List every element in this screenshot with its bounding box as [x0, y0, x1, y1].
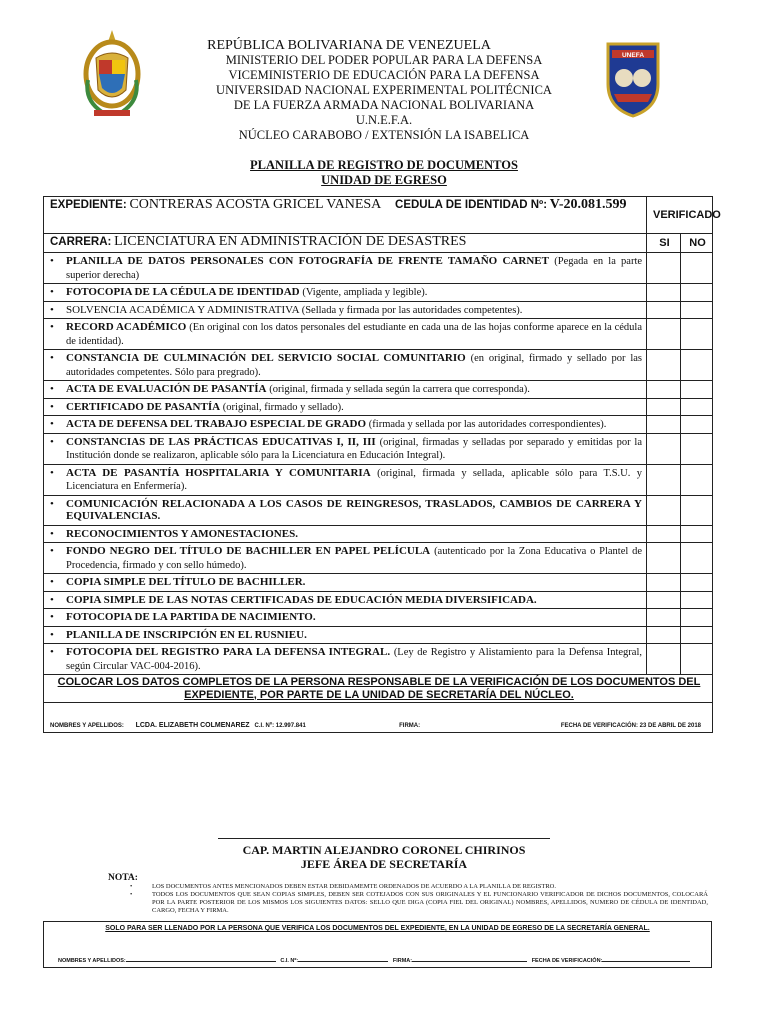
responsible-instruction: COLOCAR LOS DATOS COMPLETOS DE LA PERSONA RESPONSABLE DE LA VERIFICACIÓN DE LOS DOCUMENTOS DEL EXPEDIENTE, POR PARTE DE LA UNIDAD DE SECRETARÍA DEL NÚCLEO.	[44, 675, 713, 703]
responsible-ci: 12.997.841	[275, 723, 306, 729]
checklist-item	[50, 629, 642, 643]
header-line-5: U.N.E.F.A.	[355, 113, 413, 127]
responsible-firma-label: FIRMA:	[399, 723, 421, 729]
unefa-logo-text: UNEFA	[621, 52, 645, 59]
checklist-item-row	[44, 301, 713, 319]
checkbox-si[interactable]	[647, 319, 681, 350]
checklist-item-row	[44, 319, 713, 350]
document-header	[0, 38, 768, 143]
checklist-item-note: (Sellada y firmada por las autoridades competentes).	[301, 304, 523, 316]
checkbox-no[interactable]	[681, 381, 713, 399]
checkbox-no[interactable]	[681, 398, 713, 416]
checkbox-si[interactable]	[647, 398, 681, 416]
expediente-row	[44, 197, 713, 234]
document-title	[0, 158, 768, 188]
expediente-cell	[44, 197, 647, 234]
title-line-1: PLANILLA DE REGISTRO DE DOCUMENTOS	[250, 158, 518, 172]
checklist-item	[50, 545, 642, 572]
nota-item: • LOS DOCUMENTOS ANTES MENCIONADOS DEBEN ESTAR DEBIDAMEMTE ORDENADOS DE ACUERDO A LA PLANILLA DE REGISTRO.	[130, 883, 556, 890]
checkbox-si[interactable]	[647, 381, 681, 399]
bullet-icon: •	[50, 545, 54, 557]
bullet-icon: •	[50, 352, 54, 364]
checkbox-si[interactable]	[647, 574, 681, 592]
checkbox-si[interactable]	[647, 350, 681, 381]
checkbox-no[interactable]	[681, 525, 713, 543]
checklist-item	[50, 576, 642, 590]
checkbox-no[interactable]	[681, 433, 713, 464]
footer-fecha-field[interactable]	[602, 961, 690, 962]
nota-list	[130, 883, 708, 915]
checklist-item-title: ACTA DE PASANTÍA HOSPITALARIA Y COMUNITARIA	[66, 466, 371, 479]
checklist-item	[50, 594, 642, 608]
cedula-value: V-20.081.599	[549, 197, 627, 212]
verification-footer-box	[43, 921, 712, 968]
responsible-cell	[44, 703, 713, 733]
si-header: SI	[647, 234, 681, 253]
checklist-item-cell	[44, 609, 647, 627]
bullet-icon: •	[50, 383, 54, 395]
checklist-item-row	[44, 644, 713, 675]
checklist-item-cell	[44, 416, 647, 434]
checkbox-si[interactable]	[647, 433, 681, 464]
checklist-item-note: (en original, firmado y sellado por las autoridades competentes. Sólo para pregrado).	[66, 353, 642, 378]
footer-fecha-label: FECHA DE VERIFICACIÓN:	[531, 958, 603, 964]
bullet-icon: •	[50, 255, 54, 267]
checklist-item-row	[44, 574, 713, 592]
checklist-item	[50, 611, 642, 625]
checklist-item-title: COPIA SIMPLE DE LAS NOTAS CERTIFICADAS DE EDUCACIÓN MEDIA DIVERSIFICADA.	[66, 593, 537, 606]
responsible-name-label: NOMBRES Y APELLIDOS:	[50, 723, 124, 729]
bullet-icon: •	[50, 576, 54, 588]
footer-ci-label: C.I. Nº:	[280, 958, 299, 964]
checkbox-no[interactable]	[681, 591, 713, 609]
checklist-item-row	[44, 416, 713, 434]
checklist-item-cell	[44, 543, 647, 574]
checklist-item-note: (Pegada en la parte superior derecha)	[66, 256, 643, 281]
checklist-item-note: (Vigente, ampliada y legible).	[302, 287, 428, 298]
checklist-item	[50, 383, 642, 397]
bullet-icon: •	[50, 497, 54, 510]
checklist-item-note: (original, firmadas y selladas por separado y emitidas por la Institución donde se realizaron, aplicable sólo para la Licenciatura en Educación Integral).	[66, 436, 643, 461]
checkbox-no[interactable]	[681, 626, 713, 644]
checklist-item-row	[44, 525, 713, 543]
checklist-item-title: CONSTANCIA DE CULMINACIÓN DEL SERVICIO SOCIAL COMUNITARIO	[66, 352, 466, 364]
checkbox-si[interactable]	[647, 495, 681, 525]
checkbox-si[interactable]	[647, 543, 681, 574]
nota-item-text: TODOS LOS DOCUMENTOS QUE SEAN COPIAS SIMPLES, DEBEN SER COTEJADOS CON SUS ORIGINALES Y EL FUNCIONARIO VERIFICADOR DE DICHOS DOCUMENTOS, COLOCARÁ POR LA PARTE POSTERIOR DE LOS MISMOS LOS SIGUIENTES DATOS: SELLO QUE DIGA (COPIA FIEL DEL ORIGINAL) NOMBRES, APELLIDOS, NUMERO DE CÉDULA DE IDENTIDAD, CARGO, FECHA Y FIRMA.	[152, 891, 708, 914]
checklist-item-row	[44, 464, 713, 495]
responsible-ci-label: C.I. Nº:	[254, 723, 275, 729]
checklist-item-title: PLANILLA DE DATOS PERSONALES CON FOTOGRAFÍA DE FRENTE TAMAÑO CARNET	[66, 255, 549, 267]
bullet-icon: •	[50, 593, 54, 606]
checkbox-no[interactable]	[681, 574, 713, 592]
checklist-item-row	[44, 398, 713, 416]
checklist-item-row	[44, 433, 713, 464]
checklist-item	[50, 528, 642, 542]
checklist-item	[50, 255, 642, 282]
header-line-4: DE LA FUERZA ARMADA NACIONAL BOLIVARIANA	[233, 98, 535, 112]
no-header: NO	[681, 234, 713, 253]
title-line-2: UNIDAD DE EGRESO	[321, 173, 447, 187]
bullet-icon: •	[50, 418, 54, 430]
checklist-item	[50, 321, 642, 348]
verificado-header: VERIFICADO	[647, 197, 713, 234]
checkbox-si[interactable]	[647, 626, 681, 644]
checklist-item-title: CONSTANCIAS DE LAS PRÁCTICAS EDUCATIVAS I, II, III	[66, 435, 376, 448]
signature-name: CAP. MARTIN ALEJANDRO CORONEL CHIRINOS	[242, 843, 526, 857]
header-line-1: MINISTERIO DEL PODER POPULAR PARA LA DEFENSA	[225, 53, 543, 67]
checklist-item-title: FOTOCOPIA DEL REGISTRO PARA LA DEFENSA INTEGRAL.	[66, 646, 391, 658]
signature-role: JEFE ÁREA DE SECRETARÍA	[300, 857, 468, 871]
header-line-3: UNIVERSIDAD NACIONAL EXPERIMENTAL POLITÉCNICA	[216, 83, 552, 97]
checklist-item	[50, 436, 642, 463]
checkbox-no[interactable]	[681, 301, 713, 319]
bullet-icon: •	[50, 400, 54, 413]
checklist-item	[50, 646, 642, 673]
expediente-label: EXPEDIENTE:	[50, 199, 127, 211]
checklist-item	[50, 498, 642, 524]
checklist-item	[50, 352, 642, 379]
checkbox-no[interactable]	[681, 319, 713, 350]
bullet-icon: •	[50, 466, 54, 479]
checklist-item-title: FOTOCOPIA DE LA CÉDULA DE IDENTIDAD	[66, 286, 300, 298]
carrera-value: LICENCIATURA EN ADMINISTRACIÓN DE DESASTRES	[114, 234, 467, 249]
checkbox-no[interactable]	[681, 253, 713, 284]
checklist-item-cell	[44, 284, 647, 302]
checklist-item-row	[44, 543, 713, 574]
checkbox-si[interactable]	[647, 591, 681, 609]
checklist-item-note: (original, firmado y sellado).	[222, 401, 344, 413]
checkbox-si[interactable]	[647, 525, 681, 543]
footer-firma-field[interactable]	[412, 961, 527, 962]
checklist-item-row	[44, 350, 713, 381]
checklist-item-cell	[44, 398, 647, 416]
checklist-item-cell	[44, 350, 647, 381]
checkbox-no[interactable]	[681, 284, 713, 302]
responsible-fecha-label: FECHA DE VERIFICACIÓN:	[560, 723, 638, 729]
checkbox-no[interactable]	[681, 416, 713, 434]
checkbox-si[interactable]	[647, 253, 681, 284]
bullet-icon: •	[50, 435, 54, 448]
bullet-icon: •	[50, 303, 54, 316]
checkbox-no[interactable]	[681, 350, 713, 381]
checklist-item-cell	[44, 644, 647, 675]
carrera-label: CARRERA:	[50, 236, 112, 248]
checklist-item-title: ACTA DE EVALUACIÓN DE PASANTÍA	[66, 383, 267, 395]
checklist-item-row	[44, 495, 713, 525]
documents-checklist-table	[43, 196, 721, 733]
checkbox-no[interactable]	[681, 464, 713, 495]
checklist-item-note: (firmada y sellada por las autoridades correspondientes).	[368, 419, 607, 430]
carrera-cell	[44, 234, 647, 253]
checklist-item	[50, 304, 642, 318]
expediente-name: CONTRERAS ACOSTA GRICEL VANESA	[129, 197, 382, 212]
checkbox-si[interactable]	[647, 416, 681, 434]
bullet-icon: •	[50, 286, 54, 298]
bullet-icon: •	[50, 628, 54, 641]
checkbox-si[interactable]	[647, 284, 681, 302]
checklist-item-cell	[44, 253, 647, 284]
signature-block	[0, 838, 768, 871]
footer-fields-row	[58, 958, 708, 964]
checklist-item-title: SOLVENCIA ACADÉMICA Y ADMINISTRATIVA	[66, 303, 299, 316]
checklist-item-cell	[44, 574, 647, 592]
bullet-icon: •	[50, 321, 54, 333]
bullet-icon: •	[50, 527, 54, 540]
checklist-item-row	[44, 591, 713, 609]
checklist-item-cell	[44, 301, 647, 319]
checkbox-si[interactable]	[647, 301, 681, 319]
checklist-item-cell	[44, 433, 647, 464]
checklist-item-cell	[44, 381, 647, 399]
checklist-item-title: PLANILLA DE INSCRIPCIÓN EN EL RUSNIEU.	[66, 628, 307, 641]
footer-ci-field[interactable]	[298, 961, 388, 962]
cedula-label: CEDULA DE IDENTIDAD Nº:	[395, 199, 548, 211]
footer-name-label: NOMBRES Y APELLIDOS:	[58, 958, 126, 964]
checklist-item-row	[44, 284, 713, 302]
header-line-0: REPÚBLICA BOLIVARIANA DE VENEZUELA	[207, 38, 491, 53]
checklist-item	[50, 467, 642, 494]
nota-item-text: LOS DOCUMENTOS ANTES MENCIONADOS DEBEN ESTAR DEBIDAMEMTE ORDENADOS DE ACUERDO A LA PLANILLA DE REGISTRO.	[152, 883, 556, 890]
checklist-item-note: (Ley de Registro y Alistamiento para la Defensa Integral, según Circular VAC-004-2016).	[66, 647, 643, 672]
checklist-item-row	[44, 381, 713, 399]
checklist-item	[50, 401, 642, 415]
checklist-item	[50, 286, 642, 300]
checklist-item-title: ACTA DE DEFENSA DEL TRABAJO ESPECIAL DE GRADO	[66, 418, 367, 430]
checklist-item-cell	[44, 626, 647, 644]
checklist-item-cell	[44, 319, 647, 350]
footer-firma-label: FIRMA:	[392, 958, 413, 964]
checklist-item-note: (original, firmada y sellada, aplicable sólo para T.S.U. y Licenciatura en Enfermería).	[66, 467, 643, 492]
checklist-item-cell	[44, 525, 647, 543]
responsible-row	[44, 703, 713, 733]
checklist-item-title: COPIA SIMPLE DEL TÍTULO DE BACHILLER.	[66, 576, 306, 588]
checkbox-no[interactable]	[681, 543, 713, 574]
header-line-6: NÚCLEO CARABOBO / EXTENSIÓN LA ISABELICA	[238, 128, 530, 142]
responsible-name: LCDA. ELIZABETH COLMENAREZ	[135, 722, 250, 729]
checklist-item-title: FOTOCOPIA DE LA PARTIDA DE NACIMIENTO.	[66, 611, 316, 623]
nota-item: • TODOS LOS DOCUMENTOS QUE SEAN COPIAS SIMPLES, DEBEN SER COTEJADOS CON SUS ORIGINALES Y EL FUNCIONARIO VERIFICADOR DE DICHOS DOCUMENTOS, COLOCARÁ POR LA PARTE POSTERIOR DE LOS MISMOS LOS SIGUIENTES DATOS: SELLO QUE DIGA (COPIA FIEL DEL ORIGINAL) NOMBRES, APELLIDOS, NUMERO DE CÉDULA DE IDENTIDAD, CARGO, FECHA Y FIRMA.	[130, 891, 708, 914]
carrera-row	[44, 234, 713, 253]
checkbox-si[interactable]	[647, 464, 681, 495]
bullet-icon: •	[50, 611, 54, 623]
checklist-item-title: RECONOCIMIENTOS Y AMONESTACIONES.	[66, 527, 298, 540]
header-line-2: VICEMINISTERIO DE EDUCACIÓN PARA LA DEFENSA	[228, 68, 540, 82]
checklist-item-row	[44, 609, 713, 627]
checkbox-no[interactable]	[681, 609, 713, 627]
checklist-item-row	[44, 626, 713, 644]
responsible-fecha: 23 DE ABRIL DE 2018	[639, 723, 701, 729]
checklist-item-title: CERTIFICADO DE PASANTÍA	[66, 400, 221, 413]
nota-label: NOTA:	[108, 873, 138, 883]
checklist-item-title: RECORD ACADÉMICO	[66, 321, 187, 333]
checkbox-si[interactable]	[647, 609, 681, 627]
checklist-item-cell	[44, 591, 647, 609]
checklist-item-title: FONDO NEGRO DEL TÍTULO DE BACHILLER EN PAPEL PELÍCULA	[66, 545, 431, 557]
bullet-icon: •	[50, 646, 54, 658]
checkbox-no[interactable]	[681, 495, 713, 525]
checklist-item-cell	[44, 495, 647, 525]
checklist-item-note: (original, firmada y sellada según la carrera que corresponda).	[269, 384, 530, 395]
checklist-item-row	[44, 253, 713, 284]
checklist-item-note: (autenticado por la Zona Educativa o Plantel de Procedencia, firmado y con sello húmedo).	[66, 546, 643, 571]
checkbox-si[interactable]	[647, 644, 681, 675]
checklist-item-title: COMUNICACIÓN RELACIONADA A LOS CASOS DE REINGRESOS, TRASLADOS, CAMBIOS DE CARRERA Y EQUIVALENCIAS.	[66, 497, 642, 522]
checkbox-no[interactable]	[681, 644, 713, 675]
footer-title: SOLO PARA SER LLENADO POR LA PERSONA QUE VERIFICA LOS DOCUMENTOS DEL EXPEDIENTE, EN LA UNIDAD DE EGRESO DE LA SECRETARÍA GENERAL.	[105, 925, 650, 932]
checklist-item-cell	[44, 464, 647, 495]
checklist-item	[50, 418, 642, 432]
responsible-instruction-row	[44, 675, 713, 703]
footer-name-field[interactable]	[126, 961, 276, 962]
checklist-item-note: (En original con los datos personales del estudiante en cada una de las hojas conforme aparece en la cédula de identidad).	[66, 322, 643, 347]
